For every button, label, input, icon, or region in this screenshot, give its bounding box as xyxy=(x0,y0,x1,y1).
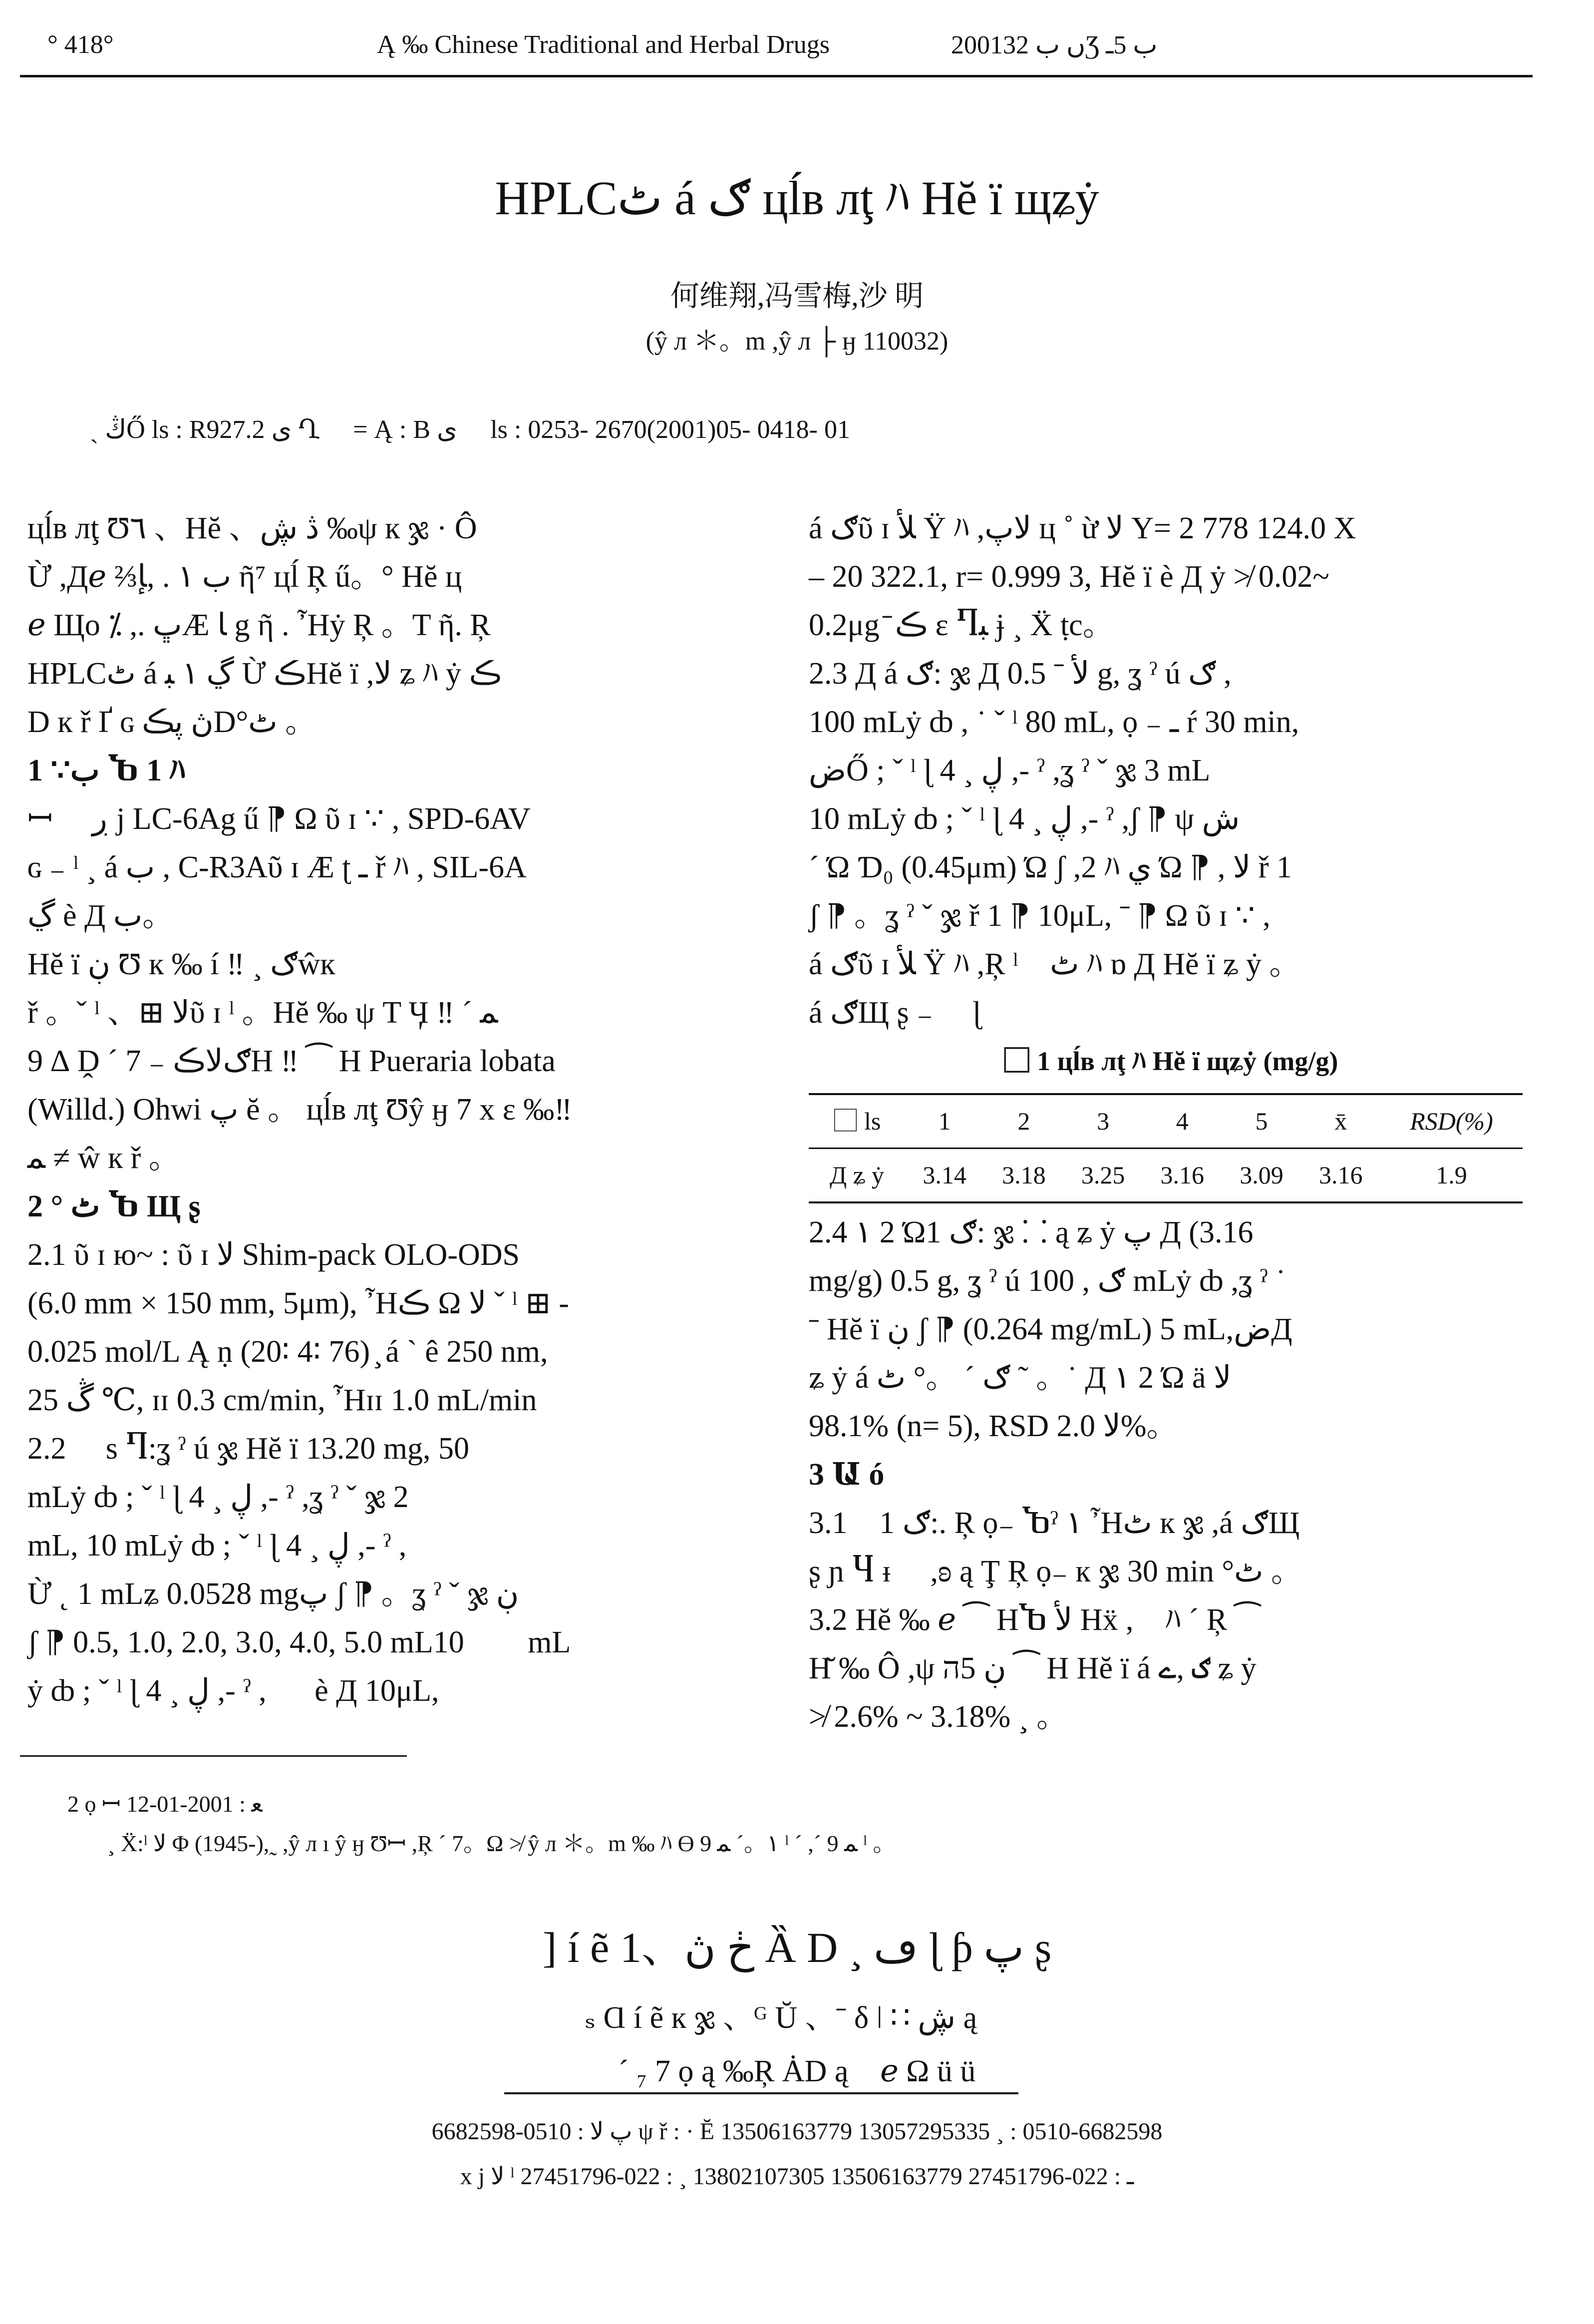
article-affiliation: (ŷ л ＊。m ,ŷ л ├ ӈ 110032) xyxy=(645,327,949,356)
section-heading: 2 ° ٹ Ⴆ Щ ʂ xyxy=(27,1189,201,1223)
page-number: ° 418° xyxy=(47,30,114,59)
body-line: 2.2 ⃞ s Ⴄ:ʓ ˀ ú ჯ Нĕ ï 13.20 mg, 50 xyxy=(27,1432,470,1466)
footnote-received: 2 ọ ꟷ ﻌ : 2001-01-12 xyxy=(67,1791,263,1817)
table-header-cell: x̄ xyxy=(1334,1107,1347,1135)
body-line: á ګῦ ɪ ﻸ Ÿ ﾊ ,ﻻپ ц ˚ ừ ﻻ Y= 2 778 124.0 X xyxy=(809,511,1356,545)
body-line: Н̆ ‰ Ô ,ψ ڹ 5ה ⁀ Н Нĕ ï á ګ ,ے ʑ ẏ xyxy=(809,1651,1257,1685)
article-title: HPLCٹ á ګ цĺв лţ ﾊ Нĕ ï щʑẏ xyxy=(495,171,1099,225)
table-row xyxy=(809,1149,1523,1203)
table-cell: 3.14 xyxy=(923,1161,966,1189)
body-line: ℯ Що ⁒ ,. ڀÆ ﺎ g ῆ . ῏Нẏ Ŗ 。T ῆ. Ŗ xyxy=(27,608,491,642)
body-line: HPLCٹ á ڲ ١ ﺒ Ừ ڪНĕ ï ,ﻻ ʑ ﾊ ẏ ڪ xyxy=(27,657,502,691)
ad-title: ] í ẽ 1、ڂ ڽ Ȁ D ¸ ڡ ɭ ƥ پ ʂ xyxy=(542,1924,1052,1971)
footnote-rule xyxy=(20,1755,407,1757)
content-table xyxy=(809,1093,1523,1203)
table-cell: 3.16 xyxy=(1160,1161,1205,1189)
body-line: ř 。ˇ ˡ 、⊞ ﻻῦ ɪ ˡ 。Нĕ ‰ ψ T Ӌ ‼ ˊ ﻤ xyxy=(27,996,498,1030)
body-line: ضŐ ; ˇ ˡ ɭ 4 ¸ ڸ ,- ˀ ,ʓ ˀ ˇ ჯ 3 mL xyxy=(809,754,1211,787)
body-line: ʃ ⁋ 0.5, 1.0, 2.0, 3.0, 4.0, 5.0 mLڪ⃞ 10 mL xyxy=(27,1625,571,1659)
table-caption: ⃞ 1 цĺв лţ ﾊ Нĕ ï щʑẏ (mg/g) xyxy=(1003,1046,1338,1076)
table-cell: 1.9 xyxy=(1436,1161,1467,1189)
body-line: ꟷ ⃞ ڔ ј LC-6Ag ű ⁋ Ω ῦ ɪ ∵ , SPD-6AV xyxy=(27,802,531,836)
body-line: 9 ∆ Ḓ ´ 7 ₋ ګﻻڪН ‼ ⁀ Н Pueraria lobata xyxy=(27,1044,556,1078)
body-line: 2.4 ١ 2 Ώ1 ګ: ჯ ⸬ ą ʑ ẏ پ Д (3.16 xyxy=(809,1215,1254,1249)
body-line: 2.3 Д á ګ: ჯ Д ﻷ ˉ 0.5 g, ʓ ˀ ú ګ , xyxy=(809,657,1232,691)
body-line: mL, 10 mLẏ ȸ ; ˇ ˡ ɭ 4 ¸ ڸ ,- ˀ , xyxy=(27,1529,407,1562)
body-line: 100 mLẏ ȸ , ˙ ˇ ˡ 80 mL, ọ ₋ ـ ŕ 30 min, xyxy=(809,705,1299,739)
body-line: ɢ ₋ ˡ ¸ á ب , C-R3Aῦ ɪ Æ ʈ ـ ř ﾊ , SIL-6A xyxy=(27,850,527,884)
body-line: ˉ Нĕ ï ڹ ʃ ⁋ (0.264 mg/mL) 5 mL,ضД xyxy=(809,1312,1292,1346)
body-line: D к ř Ґ ɢ ڽ ڽڪD°ٹ 。 xyxy=(27,705,317,739)
body-line: mLẏ ȸ ; ˇ ˡ ɭ 4 ¸ ڸ ,- ˀ ,ʓ ˀ ˇ ჯ 2 xyxy=(27,1480,409,1514)
header-rule xyxy=(20,75,1533,77)
body-line: mg/g) 0.5 g, ʓ ˀ ú ګ , 100 mLẏ ȸ ,ʓ ˀ ˙ xyxy=(809,1264,1286,1298)
journal-issue: 2001ں ب 32Ʒ ب 5ـ xyxy=(951,31,1158,59)
journal-name: Ą ‰ Chinese Traditional and Herbal Drugs xyxy=(377,30,830,59)
body-column-left xyxy=(27,504,751,1715)
body-line: 0.2μg ̄ ڪ ɛ Ⴄﺒ ɉ ¸ Ẍ ṭc。 xyxy=(809,608,1114,642)
body-line: ʃ ⁋ 。ʓ ˀ ˇ ჯ ř 1 ⁋ 10μL, ˉ ⁋ Ω ῦ ɪ ∵ , xyxy=(809,899,1271,933)
table-cell: 3.09 xyxy=(1240,1161,1283,1189)
section-heading: 1 ∵ب Ⴆ 1 ﾊ xyxy=(27,754,185,787)
body-line: ڲ è Д ب。 xyxy=(27,899,174,933)
ad-contact: پ ﻻ : 0510-6682598 ψ ř : · Ĕ 13506163779 13057295335 ¸ : 0510-6682598 xyxy=(431,2118,1163,2145)
body-line: 3.2 Нĕ ‰ ℯ ⁀ НႦ ﻷ Нẍ ,⃞ ﾊ ˊ Ŗ ⁀ xyxy=(809,1603,1260,1637)
body-line: ˊ Ώ Ɗ₀ (0.45μm) Ώ ʃ ,2 ﾊ ي Ώ ⁋ , ﻻ ř 1 xyxy=(809,850,1292,884)
body-line: á ګῦ ɪ ﻸ Ÿ ﾊ ,Ŗ ˡ ⃞ٹ ﾊ ɒ Д Нĕ ï ʑ ẏ 。 xyxy=(809,947,1300,981)
body-line: ẏ ȸ ; ˇ ˡ ɭ 4 ¸ ڸ ,- ˀ ,ڪ⃞è Д 10μL, xyxy=(27,1674,439,1708)
body-line: 98.1% (n= 5), RSD ﻻ 2.0%。 xyxy=(809,1409,1178,1443)
body-line: цĺв лţ Ʊ٦ 、Нĕ 、ڎ ڜ ‰ψ к ჯ · Ô xyxy=(27,511,477,545)
table-header-cell: ⃞ ls xyxy=(833,1107,881,1135)
table-cell: Д ʑ ẏ xyxy=(829,1161,884,1189)
table-cell: 3.18 xyxy=(1002,1161,1046,1189)
body-line: ʂ ɲ Ⴗ ᵻ ⃞ ,ʚ ą Ţ Ŗ ọ₋ к ჯ 30 min °ٹ 。 xyxy=(809,1554,1302,1588)
body-line: ≯ 2.6% ~ 3.18% ¸ 。 xyxy=(809,1700,1067,1734)
body-line: – 20 322.1, r= 0.999 3, Нĕ ï è Д ẏ ≯ 0.02~ xyxy=(809,560,1329,594)
body-line: ﻤ ≠ ŵ к ř 。 xyxy=(27,1141,180,1175)
body-line: ʑ ẏ á ګ ˊ 。° ٹ ˜ 。˙ Д ١ 2 Ώ ä ﻻ xyxy=(809,1361,1232,1395)
table-header-cell: 3 xyxy=(1097,1107,1110,1135)
body-line: 0.025 mol/L Ą ṇ (20∶ 4∶ 76) ̧ á ˋ ê 250 nm, xyxy=(27,1335,548,1369)
body-line: 3.1 ⃞1 ګ:. Ŗ ọ₋ Ⴆˀ ١ ῏Нٹ к ჯ ,á ګЩ xyxy=(809,1506,1300,1540)
table-cell: 3.16 xyxy=(1318,1161,1363,1189)
body-line: Нĕ ï ڹ Ʊ к ‰ í ‼ ¸ ګŵк xyxy=(27,947,335,981)
body-line: Ừ ˛ 1 mLʑ 0.0528 mgپ ʃ ⁋ 。ʓ ˀ ˇ ჯ ڹ xyxy=(27,1577,519,1611)
body-line: 2.1 ῦ ɪ ю~ : ῦ ɪ ﻻ Shim-pack OLO-ODS xyxy=(27,1238,520,1272)
table-header-cell: RSD(%) xyxy=(1410,1107,1493,1135)
ad-contact: x j ﻻ ˡ ـ : 022-27451796 13506163779 13802107305 ¸ : 022-27451796 xyxy=(460,2163,1134,2190)
table-header-row xyxy=(809,1094,1523,1149)
ad-line: ˊ ₇ 7 ọ ą ‰Ŗ ȦD ą ⃞ℯ Ω ü ü xyxy=(618,2054,976,2088)
classification-line: ˎ ڭŐ ls : R927.2 ى Ղ ⃞ = Ą : B ى ⃞ ls : 0253- 2670(2001)05- 0418- 01 xyxy=(90,415,850,444)
ad-underline xyxy=(504,2092,1018,2094)
body-line: 10 mLẏ ȸ ; ˇ ˡ ɭ 4 ¸ ڸ ,- ˀ ,ʃ ⁋ ψ ش xyxy=(809,802,1240,836)
table-header-cell: 2 xyxy=(1017,1107,1030,1135)
ad-line: ₛ Ɑ í ẽ к ჯ 、ᴳ Ŭ 、ˉ δ ǀ ∷ ڜ ą ⃞ xyxy=(585,2001,1009,2035)
body-line: Ừ ,Дℯ ⅔ب ١ . ,ﺈ ῆ⁷ цĺ Ŗ ű。° Нĕ ц xyxy=(27,560,462,594)
footnote-bio: ¸ Ẍ:ˡ ﻻ Φ (1945-),˷ ,ŷ л ı ŷ ӈ Ʊꟷ ,Ŗ ˊ 7。Ω ≯ ŷ л ＊。m ‰ ﾊ ϴ ١。ˊ ﻤ 9 ˡ ˊ ,ˊ ﻤ 9 ˡ 。 xyxy=(107,1831,896,1856)
table-cell: 3.25 xyxy=(1081,1161,1125,1189)
section-heading: 3 Ա ó xyxy=(809,1458,885,1492)
table-header-cell: 5 xyxy=(1255,1107,1268,1135)
table-header-cell: 1 xyxy=(938,1107,951,1135)
body-line: (Willd.) Ohwi پ ĕ 。 цĺв лţ Ʊŷ ӈ 7 х ε ‰‼ xyxy=(27,1093,572,1127)
body-line: ڴ 25 ℃, ɪɪ 0.3 cm/min, ῏Нɪɪ 1.0 mL/min xyxy=(27,1383,537,1417)
article-authors: 何维翔,冯雪梅,沙 明 xyxy=(670,280,924,312)
body-line: (6.0 mm × 150 mm, 5μm), ῏Нڪ Ω ﻻ ˇ ˡ ⊞ - xyxy=(27,1286,569,1320)
body-column-right xyxy=(809,504,1533,1741)
table-header-cell: 4 xyxy=(1176,1107,1189,1135)
body-line: á ګЩ ʂ ₋ ⃞ ɭ xyxy=(809,996,981,1030)
